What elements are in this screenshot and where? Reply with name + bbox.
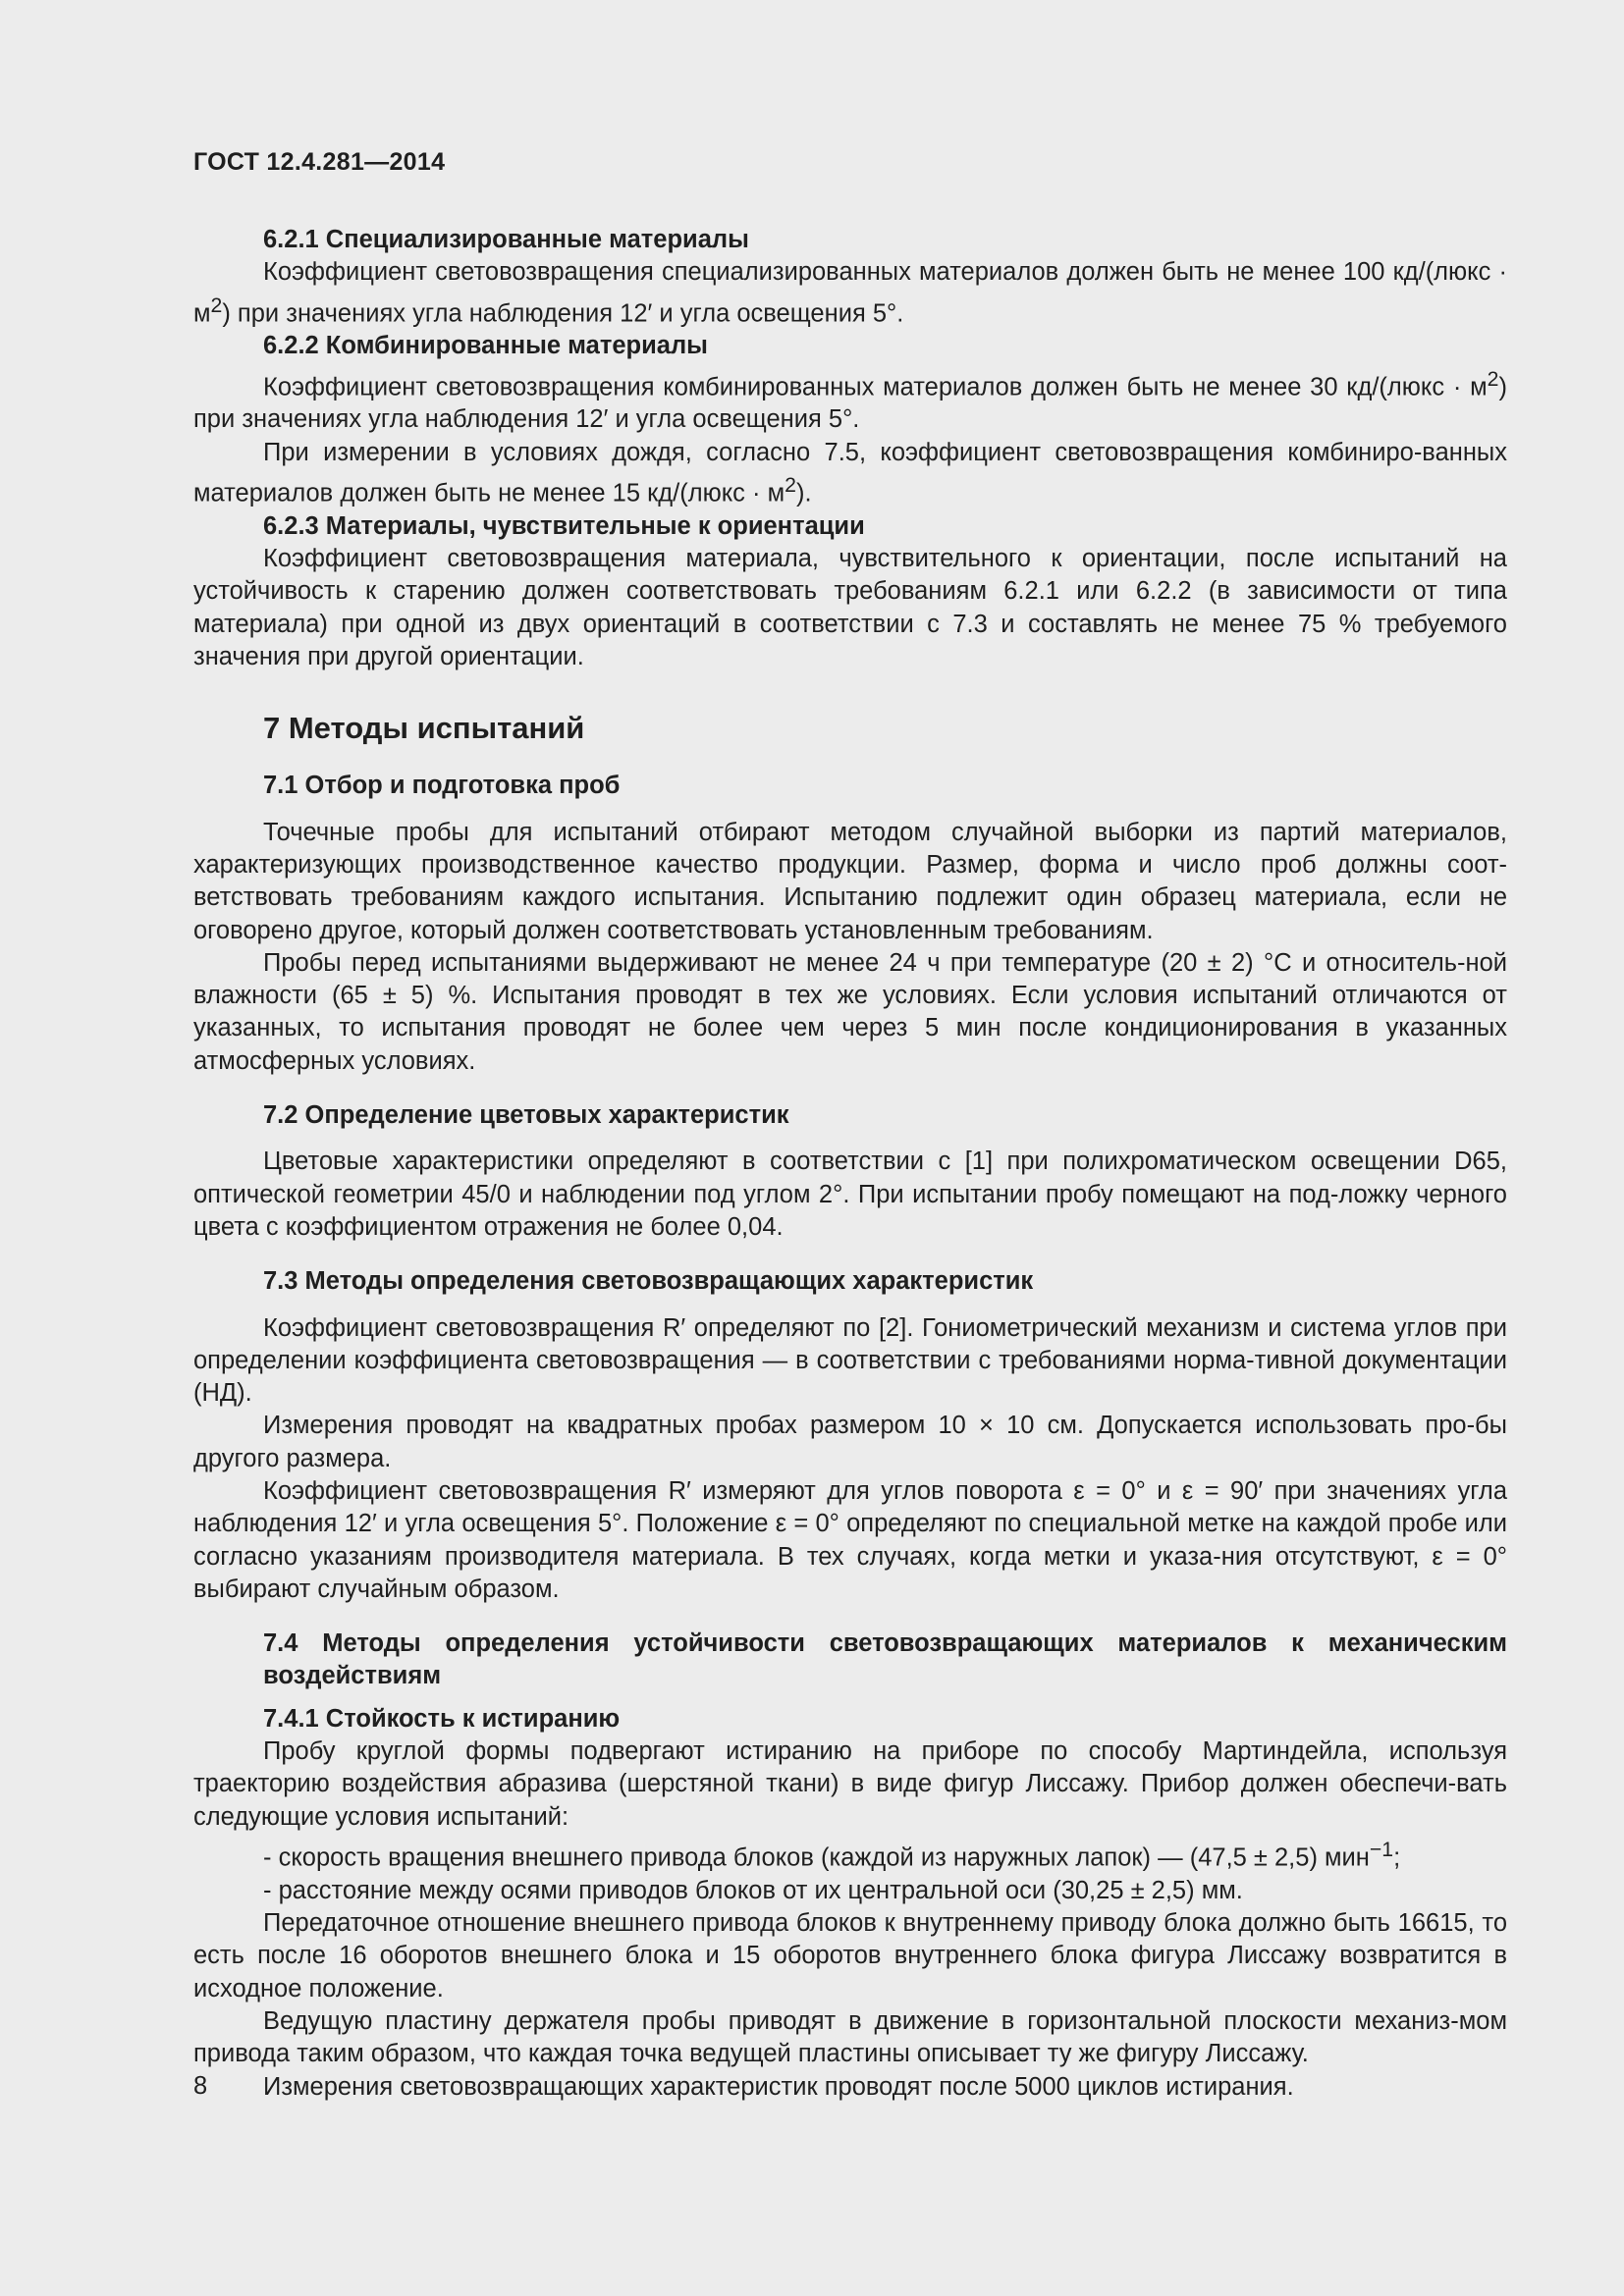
list-item-rotation-speed: - скорость вращения внешнего привода блоков (каждой из наружных лапок) — (47,5 ± 2,5) мин$^{-1}$; — [263, 1837, 1401, 1872]
paragraph-7-3-3: Коэффициент световозвращения R′ измеряют для углов поворота ε = 0° и ε = 90′ при значениях угла наблюдения 12′ и угла освещения 5°. Положение ε = 0° определяют по специальной метке на каждой пробе или согласно указаниям производителя материала. В тех случаях, когда метки и указа-ния отсутствуют, ε = 0° выбирают случайным образом. — [193, 1477, 1507, 1603]
subsection-title-7-3: 7.3 Методы определения световозвращающих характеристик — [263, 1267, 1034, 1296]
subsection-title-6-2-3: 6.2.3 Материалы, чувствительные к ориентации — [263, 511, 865, 540]
paragraph-6-2-1: Коэффициент световозвращения специализированных материалов должен быть не менее 100 кд/(люкс · $м^2$) при значениях угла наблюдения 12′ и угла освещения 5°. — [193, 258, 1507, 328]
list-item-axis-distance: - расстояние между осями приводов блоков от их центральной оси (30,25 ± 2,5) мм. — [263, 1876, 1243, 1904]
paragraph-7-1-2: Пробы перед испытаниями выдерживают не менее 24 ч при температуре (20 ± 2) °С и относитель-ной влажности (65 ± 5) %. Испытания проводят в тех же условиях. Если условия испытаний отличаются от указанных, то испытания проводят не более чем через 5 мин после кондиционирования в указанных атмосферных условиях. — [193, 948, 1507, 1075]
paragraph-7-2-1: Цветовые характеристики определяют в соответствии с [1] при полихроматическом освещении D65, оптической геометрии 45/0 и наблюдении под углом 2°. При испытании пробу помещают на под-ложку черного цвета с коэффициентом отражения не более 0,04. — [193, 1148, 1507, 1241]
paragraph-7-4-1-1: Пробу круглой формы подвергают истиранию на приборе по способу Мартиндейла, используя траекторию воздействия абразива (шерстяной ткани) в виде фигур Лиссажу. Прибор должен обеспечи-вать следующие условия испытаний: — [193, 1737, 1507, 1831]
subsection-title-7-1: 7.1 Отбор и подготовка проб — [263, 772, 621, 800]
document-body — [193, 224, 1507, 2104]
paragraph-7-4-1-4: Измерения световозвращающих характеристик проводят после 5000 циклов истирания. — [263, 2072, 1294, 2101]
paragraph-6-2-3: Коэффициент световозвращения материала, чувствительного к ориентации, после испытаний на устойчивость к старению должен соответствовать требованиям 6.2.1 или 6.2.2 (в зависимости от типа материала) при одной из двух ориентаций в соответствии с 7.3 и составлять не менее 75 % требуемого значения при другой ориентации. — [193, 545, 1507, 671]
subsection-title-6-2-1: 6.2.1 Специализированные материалы — [263, 226, 749, 253]
paragraph-7-1-1: Точечные пробы для испытаний отбирают методом случайной выборки из партий материалов, характеризующих производственное качество продукции. Размер, форма и число проб должны соот-ветствовать требованиям каждого испытания. Испытанию подлежит один образец материала, если не оговорено другое, который должен соответствовать установленным требованиям. — [193, 818, 1507, 944]
paragraph-7-3-1: Коэффициент световозвращения R′ определяют по [2]. Гониометрический механизм и система углов при определении коэффициента световозвращения — в соответствии с требованиями норма-тивной документации (НД). — [193, 1313, 1507, 1408]
subsection-title-7-4: 7.4 Методы определения устойчивости световозвращающих материалов к механическим воздействиям — [263, 1629, 1507, 1690]
document-code: ГОСТ 12.4.281—2014 — [193, 148, 446, 176]
paragraph-7-4-1-3: Ведущую пластину держателя пробы приводят в движение в горизонтальной плоскости механиз-мом привода таким образом, что каждая точка ведущей пластины описывает ту же фигуру Лиссажу. — [193, 2006, 1507, 2068]
paragraph-6-2-2-rain: При измерении в условиях дождя, согласно 7.5, коэффициент световозвращения комбиниро-ванных материалов должен быть не менее 15 кд/(люкс · $м^2$). — [193, 438, 1507, 507]
subsection-title-7-2: 7.2 Определение цветовых характеристик — [263, 1101, 789, 1130]
section-title-7: 7 Методы испытаний — [263, 711, 585, 746]
subsection-title-6-2-2: 6.2.2 Комбинированные материалы — [263, 332, 708, 360]
paragraph-7-4-1-2: Передаточное отношение внешнего привода блоков к внутреннему приводу блока должно быть 16615, то есть после 16 оборотов внешнего блока и 15 оборотов внутреннего блока фигура Лиссажу возвратится в исходное положение. — [193, 1909, 1507, 2002]
paragraph-6-2-2: Коэффициент световозвращения комбинированных материалов должен быть не менее 30 кд/(люкс · $м^2$) при значениях угла наблюдения 12′ и угла освещения 5°. — [193, 366, 1507, 434]
paragraph-7-3-2: Измерения проводят на квадратных пробах размером 10 × 10 см. Допускается использовать про-бы другого размера. — [193, 1412, 1507, 1472]
subsection-title-7-4-1: 7.4.1 Стойкость к истиранию — [263, 1704, 621, 1733]
page-number: 8 — [193, 2072, 208, 2100]
